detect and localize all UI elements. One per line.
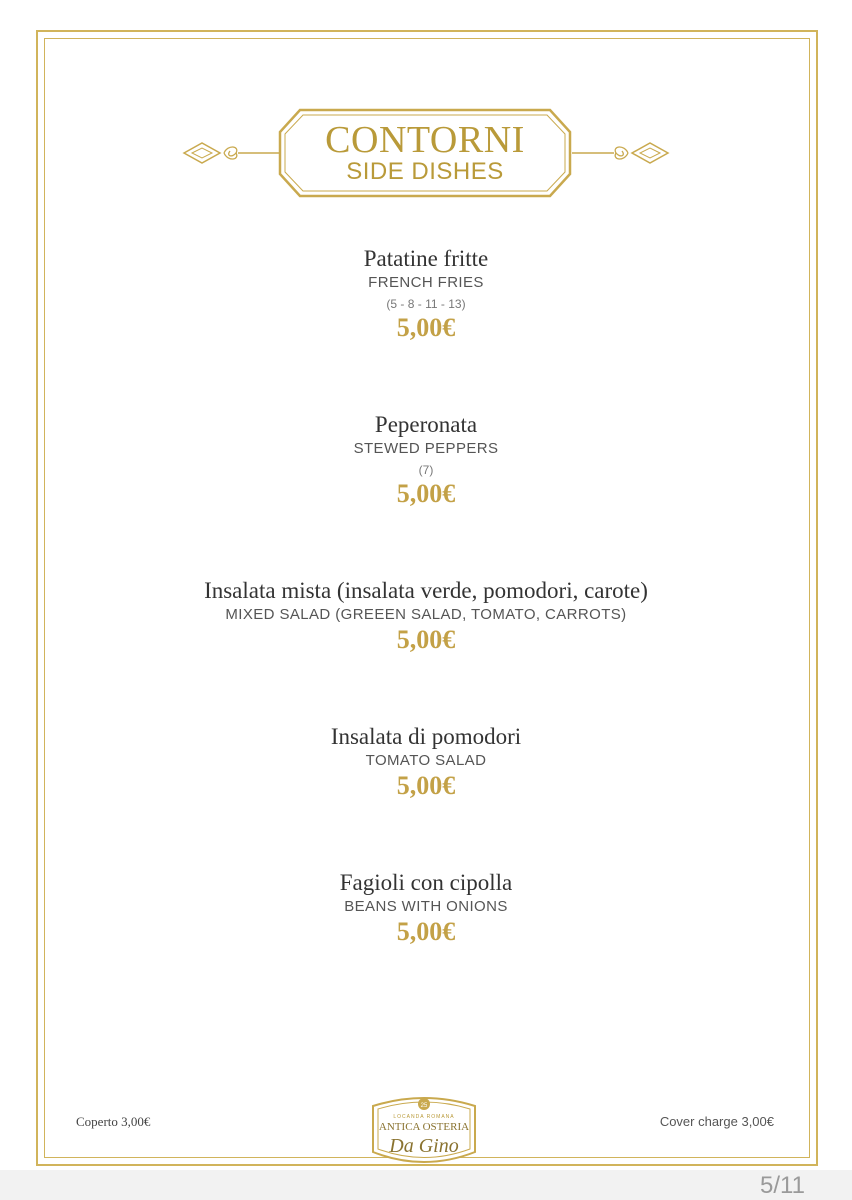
logo-script: Da Gino: [389, 1135, 459, 1157]
dish-price: 5,00€: [396, 771, 456, 800]
cover-charge-it: Coperto 3,00€: [76, 1114, 151, 1129]
dish-name-en: TOMATO SALAD: [365, 752, 487, 769]
dish-name: Patatine fritte: [363, 246, 489, 271]
dish-price: 5,00€: [396, 313, 456, 342]
dish-allergens: (5 - 8 - 11 - 13): [386, 297, 466, 311]
restaurant-logo: [365, 1092, 483, 1174]
page-indicator: 5/11: [760, 1172, 805, 1199]
dish-price: 5,00€: [396, 625, 456, 654]
dish-name: Fagioli con cipolla: [339, 870, 513, 895]
viewer-bottom-bar: [0, 1170, 852, 1200]
menu-item: [52, 245, 800, 343]
menu-item: [52, 577, 800, 655]
dish-name: Insalata di pomodori: [330, 724, 522, 749]
cover-charge-en: Cover charge 3,00€: [659, 1114, 774, 1129]
section-subtitle: SIDE DISHES: [346, 158, 504, 185]
logo-name: ANTICA OSTERIA: [378, 1121, 470, 1133]
dish-price: 5,00€: [396, 479, 456, 508]
logo-badge: 25: [420, 1103, 428, 1109]
menu-item: [52, 869, 800, 947]
dish-allergens: (7): [418, 463, 434, 477]
dish-price: 5,00€: [396, 917, 456, 946]
left-ornament-icon: [182, 138, 282, 168]
right-ornament-icon: [570, 138, 670, 168]
dish-name: Insalata mista (insalata verde, pomodori, carote): [204, 578, 648, 603]
dish-name-en: FRENCH FRIES: [368, 274, 484, 291]
dish-name-en: STEWED PEPPERS: [353, 440, 499, 457]
menu-item: [52, 723, 800, 801]
logo-top-line: LOCANDA ROMANA: [393, 1114, 455, 1120]
dish-name-en: MIXED SALAD (GREEEN SALAD, TOMATO, CARROTS): [225, 606, 627, 623]
dish-name: Peperonata: [374, 412, 478, 437]
dish-name-en: BEANS WITH ONIONS: [344, 898, 508, 915]
menu-item: [52, 411, 800, 509]
section-title: CONTORNI: [325, 119, 525, 161]
